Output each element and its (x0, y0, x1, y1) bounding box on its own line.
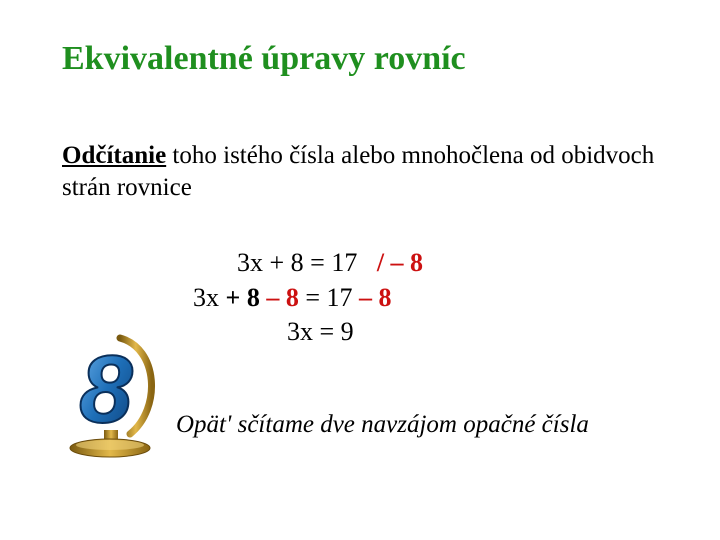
intro-text (62, 140, 662, 204)
equation-2-part-b: + 8 (225, 283, 260, 312)
equation-1-operation: / – 8 (376, 248, 424, 277)
equation-2-part-e: – 8 (352, 283, 392, 312)
number-eight-globe-icon (58, 330, 166, 460)
globe-digit: 8 (79, 336, 133, 443)
equation-2-part-a: 3x (193, 283, 226, 312)
equation-1-lhs: 3x + 8 = 17 (237, 248, 358, 277)
intro-keyword: Odčítanie (62, 142, 167, 169)
slide-title: Ekvivalentné úpravy rovníc (62, 40, 466, 77)
equation-line-2 (193, 283, 392, 313)
equation-line-1 (237, 248, 423, 278)
intro-rest: toho istého čísla alebo mnohočlena od obidvoch strán rovnice (62, 142, 655, 201)
equation-line-3: 3x = 9 (287, 317, 354, 346)
equation-2-part-d: = 17 (298, 283, 353, 312)
equation-2-part-c: – 8 (259, 283, 299, 312)
note-text: Opät' sčítame dve navzájom opačné čísla (176, 411, 589, 438)
